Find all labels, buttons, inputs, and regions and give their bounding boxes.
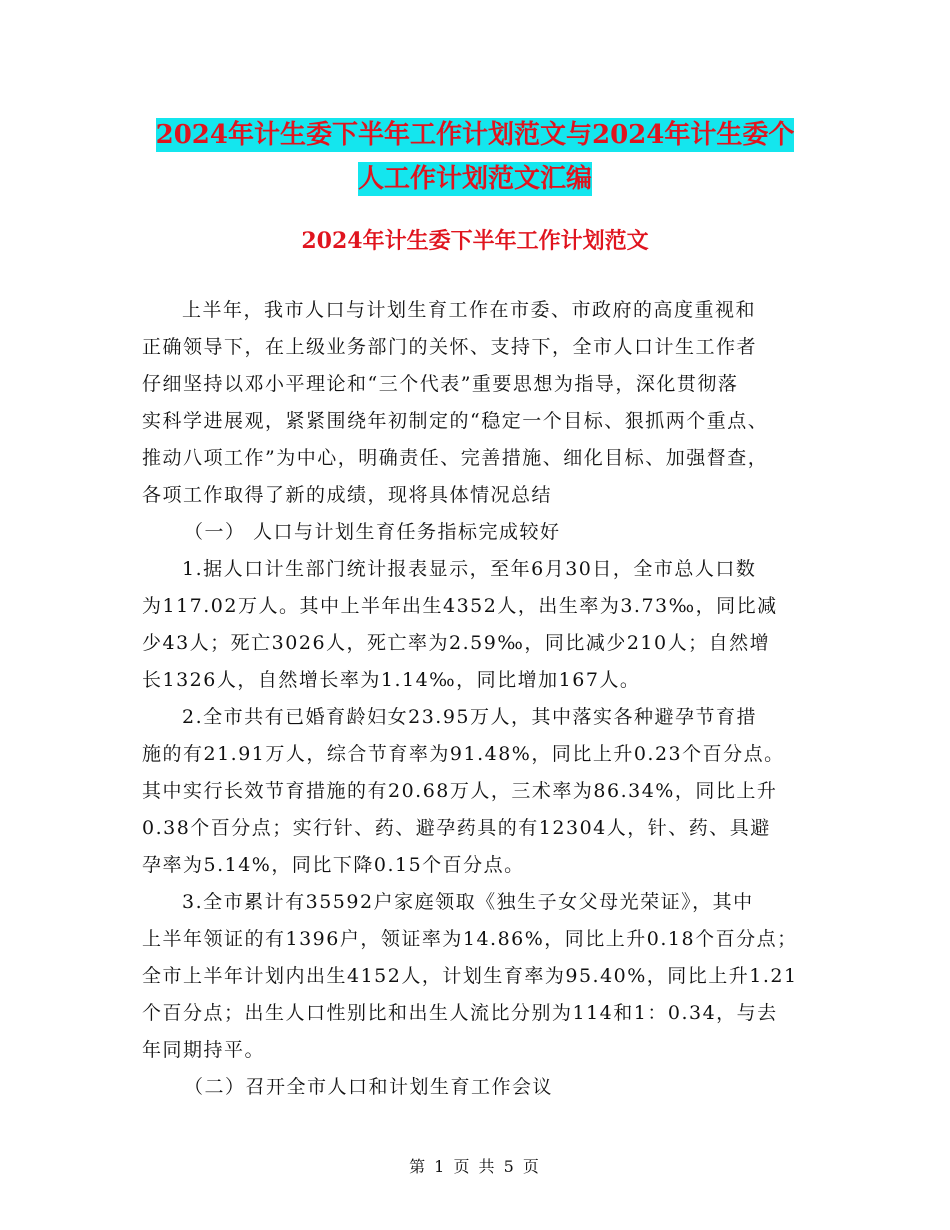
paragraph-1-line: 各项工作取得了新的成绩，现将具体情况总结 <box>142 484 553 506</box>
item-1-line: 为117.02万人。其中上半年出生4352人，出生率为3.73‰，同比减 <box>142 595 778 617</box>
section-heading-1: （一） 人口与计划生育任务指标完成较好 <box>184 521 561 543</box>
title-highlight-2: 人工作计划范文汇编 <box>357 164 592 194</box>
document-title-line-2 <box>0 158 950 195</box>
paragraph-1-line: 仔细坚持以邓小平理论和“三个代表”重要思想为指导，深化贯彻落 <box>142 373 739 395</box>
document-title-line-1 <box>0 114 950 151</box>
item-1-line: 少43人；死亡3026人，死亡率为2.59‰，同比减少210人；自然增 <box>142 632 771 654</box>
paragraph-1-line: 正确领导下，在上级业务部门的关怀、支持下，全市人口计生工作者 <box>142 336 758 358</box>
item-2-line: 其中实行长效节育措施的有20.68万人，三术率为86.34%，同比上升 <box>142 780 778 802</box>
paragraph-1-line: 上半年，我市人口与计划生育工作在市委、市政府的高度重视和 <box>182 299 757 321</box>
paragraph-1-line: 实科学进展观，紧紧围绕年初制定的“稳定一个目标、狠抓两个重点、 <box>142 410 769 432</box>
item-3-line: 3.全市累计有35592户家庭领取《独生子女父母光荣证》，其中 <box>182 891 754 913</box>
item-3-line: 上半年领证的有1396户，领证率为14.86%，同比上升0.18个百分点； <box>142 928 798 950</box>
item-2-line: 0.38个百分点；实行针、药、避孕药具的有12304人，针、药、具避 <box>142 817 771 839</box>
body-text <box>142 292 808 1106</box>
section-title: 2024年计生委下半年工作计划范文 <box>301 228 649 254</box>
section-heading-2: （二）召开全市人口和计划生育工作会议 <box>184 1076 554 1098</box>
title-highlight-1: 2024年计生委下半年工作计划范文与2024年计生委个 <box>155 120 795 150</box>
item-3-line: 年同期持平。 <box>142 1039 266 1061</box>
item-3-line: 个百分点；出生人口性别比和出生人流比分别为114和1：0.34，与去 <box>142 1002 778 1024</box>
item-3-line: 全市上半年计划内出生4152人，计划生育率为95.40%，同比上升1.21 <box>142 965 798 987</box>
page-footer: 第 1 页 共 5 页 <box>409 1157 541 1176</box>
item-1-line: 1.据人口计生部门统计报表显示，至年6月30日，全市总人口数 <box>182 558 757 580</box>
item-1-line: 长1326人，自然增长率为1.14‰，同比增加167人。 <box>142 669 641 691</box>
item-2-line: 施的有21.91万人，综合节育率为91.48%，同比上升0.23个百分点。 <box>142 743 785 765</box>
paragraph-1-line: 推动八项工作”为中心，明确责任、完善措施、细化目标、加强督查， <box>142 447 769 469</box>
item-2-line: 2.全市共有已婚育龄妇女23.95万人，其中落实各种避孕节育措 <box>182 706 758 728</box>
item-2-line: 孕率为5.14%，同比下降0.15个百分点。 <box>142 854 525 876</box>
